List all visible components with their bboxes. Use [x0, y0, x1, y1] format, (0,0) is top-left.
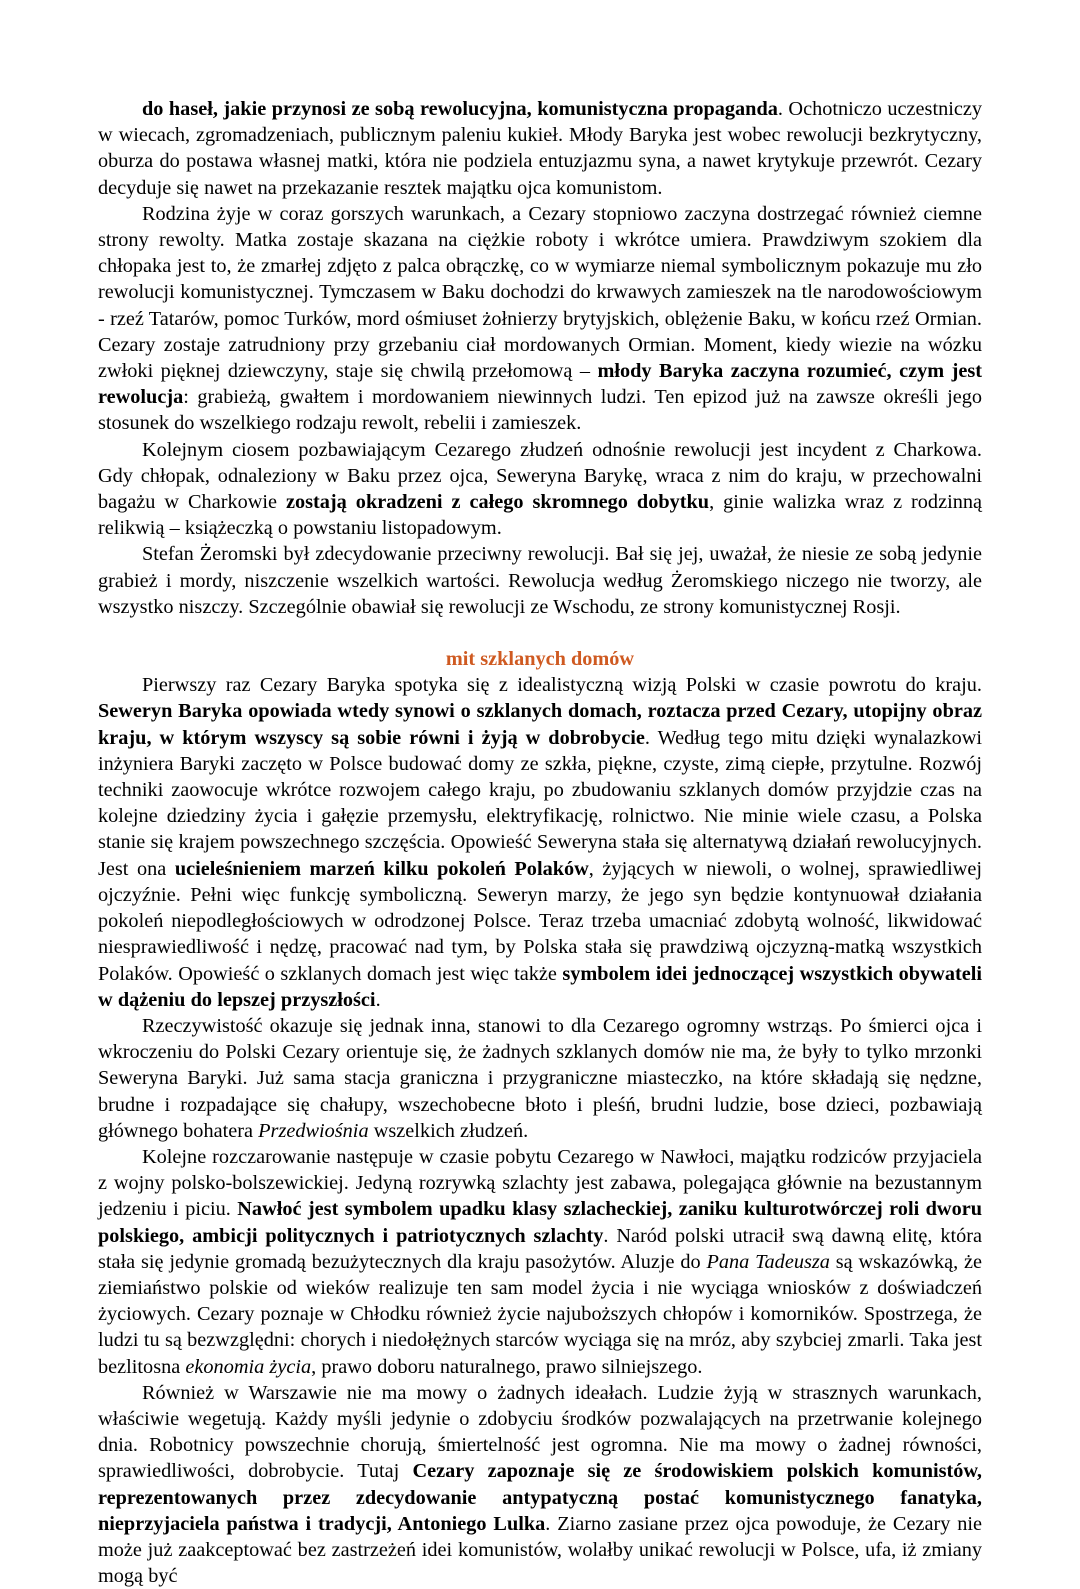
text-run: są wskazówką, że ziemiaństwo polskie od wieków realizuje ten sam model życia i nie wyciąga wniosków z doświadczeń życiowych. Cezary poznaje w Chłodku również życie najuboższych chłopów i komorników. Spostrzega, że ludzi tu są bezwzględni: chorych i niedołężnych starców wyciąga się na mróz, aby szybciej zmarli. Taka jest bezlitosna [98, 1250, 983, 1378]
paragraph [98, 1144, 982, 1380]
italic-title: ekonomia życia [185, 1355, 312, 1378]
bold-emphasis: zostają okradzeni z całego skromnego dobytku [286, 491, 710, 514]
paragraph [98, 1380, 982, 1589]
text-run: Pierwszy raz Cezary Baryka spotyka się z idealistyczną wizją Polski w czasie powrotu do kraju. [142, 674, 982, 697]
text-run: . Ochotniczo uczestniczy w wiecach, zgromadzeniach, publicznym paleniu kukieł. Młody Baryka jest wobec rewolucji bezkrytyczny, oburza do postawa własnej matki, która nie podziela entuzjazmu syna, a nawet krytykuje przewrót. Cezary decyduje się nawet na przekazanie resztek majątku ojca komunistom. [98, 98, 982, 199]
paragraph [98, 1013, 982, 1144]
text-run: Kolejne rozczarowanie następuje w czasie pobytu Cezarego w Nawłoci, majątku rodziców przyjaciela z wojny polsko-bolszewickiej. Jedyną rozrywką szlachty jest zabawa, polegająca głównie na bezustannym jedzeniu i piciu. [98, 1145, 982, 1221]
text-run: Rodzina żyje w coraz gorszych warunkach, a Cezary stopniowo zaczyna dostrzegać również ciemne strony rewolty. Matka zostaje skazana na ciężkie roboty i wkrótce umiera. Prawdziwym szokiem dla chłopaka jest to, że zmarłej zdjęto z palca obrączkę, co w wymiarze niemal symbolicznym pokazuje mu zło rewolucji komunistycznej. Tymczasem w Baku dochodzi do krwawych zamieszek na tle narodowościowym - rzeź Tatarów, pomoc Turków, mord ośmiuset żołnierzy brytyjskich, oblężenie Baku, w końcu rzeź Ormian. Cezary zostaje zatrudniony przy grzebaniu ciał mordowanych Ormian. Moment, kiedy wiezie na wózku zwłoki pięknej dziewczyny, staje się chwilą przełomową – [98, 202, 982, 383]
bold-emphasis: Seweryn Baryka opowiada wtedy synowi o szklanych domach, roztacza przed Cezary, utopijny obraz kraju, w którym wszyscy są sobie równi i żyją w dobrobycie [98, 700, 982, 749]
text-run: Kolejnym ciosem pozbawiającym Cezarego złudzeń odnośnie rewolucji jest incydent z Charkowa. Gdy chłopak, odnaleziony w Baku przez ojca, Seweryna Barykę, wraca z nim do kraju, w przechowalni bagażu w Charkowie [98, 438, 982, 514]
text-run: Również w Warszawie nie ma mowy o żadnych ideałach. Ludzie żyją w strasznych warunkach, właściwie wegetują. Każdy myśli jedynie o zdobyciu środków pozwalających na przetrwanie kolejnego dnia. Robotnicy powszechnie chorują, śmiertelność jest ogromna. Nie ma mowy o żadnej równości, sprawiedliwości, dobrobycie. Tutaj [98, 1381, 982, 1483]
text-run: : grabieżą, gwałtem i mordowaniem niewinnych ludzi. Ten epizod już na zawsze określi jego stosunek do wszelkiego rodzaju rewolt, rebelii i zamieszek. [98, 386, 982, 435]
paragraph [98, 96, 982, 201]
text-run: Stefan Żeromski był zdecydowanie przeciwny rewolucji. Bał się jej, uważał, że niesie ze sobą jedynie grabież i mordy, niszczenie wszelkich wartości. Rewolucja według Żeromskiego niczego nie tworzy, ale wszystko niszczy. Szczególnie obawiał się rewolucji ze Wschodu, ze strony komunistycznej Rosji. [98, 543, 982, 618]
paragraph [98, 672, 982, 1013]
text-run: , ginie walizka wraz z rodzinną relikwią – książeczką o powstaniu listopadowym. [98, 491, 982, 540]
bold-emphasis: symbolem idei jednoczącej wszystkich obywateli w dążeniu do lepszej przyszłości [98, 962, 982, 1011]
document-body [98, 96, 982, 1589]
text-run: . [375, 988, 381, 1011]
text-run: wszelkich złudzeń. [368, 1119, 529, 1142]
bold-emphasis: Nawłoć jest symbolem upadku klasy szlacheckiej, zaniku kulturotwórczej roli dworu polskiego, ambicji politycznych i patriotycznych szlachty [98, 1198, 982, 1247]
bold-emphasis: młody Baryka zaczyna rozumieć, czym jest rewolucja [98, 360, 982, 409]
paragraph [98, 201, 982, 437]
text-run: , żyjących w niewoli, o wolnej, sprawiedliwej ojczyźnie. Pełni więc funkcję symboliczną. Seweryn marzy, że jego syn będzie kontynuował działania pokoleń niepodległościowych w odrodzonej Polsce. Teraz trzeba umacniać zdobytą wolność, likwidować niesprawiedliwość i nędzę, pracować nad tym, by Polska stała się prawdziwą ojczyzną-matką wszystkich Polaków. Opowieść o szklanych domach jest więc także [98, 857, 982, 985]
text-run: , prawo doboru naturalnego, prawo silniejszego. [311, 1355, 703, 1378]
bold-emphasis: Cezary zapoznaje się ze środowiskiem polskich komunistów, reprezentowanych przez zdecydowanie antypatyczną postać komunistycznego fanatyka, nieprzyjaciela państwa i tradycji, Antoniego Lulka [98, 1460, 982, 1535]
text-run: Rzeczywistość okazuje się jednak inna, stanowi to dla Cezarego ogromny wstrząs. Po śmierci ojca i wkroczeniu do Polski Cezary orientuje się, że żadnych szklanych domów nie ma, że były to tylko mrzonki Seweryna Baryki. Już sama stacja graniczna i przygraniczne miasteczko, na które składają się nędzne, brudne i rozpadające się chałupy, wszechobecne błoto i pleśń, brudni ludzie, bose dzieci, pozbawiają głównego bohatera [98, 1014, 982, 1142]
text-run: . Ziarno zasiane przez ojca powoduje, że Cezary nie może już zaakceptować bez zastrzeżeń idei komunistów, wolałby unikać rewolucji w Polsce, ufa, iż zmiany mogą być [98, 1512, 982, 1588]
section-heading: mit szklanych domów [445, 648, 635, 671]
italic-title: Pana Tadeusza [706, 1250, 830, 1273]
italic-title: Przedwiośnia [258, 1119, 369, 1142]
paragraph [98, 541, 982, 620]
bold-emphasis: do haseł, jakie przynosi ze sobą rewolucyjna, komunistyczna propaganda [142, 98, 778, 120]
paragraph [98, 437, 982, 542]
bold-emphasis: ucieleśnieniem marzeń kilku pokoleń Polaków [174, 857, 589, 880]
text-run: . Według tego mitu dzięki wynalazkowi inżyniera Baryki zaczęto w Polsce budować domy ze szkła, piękne, czyste, zimą ciepłe, przytulne. Rozwój techniki zaowocuje wkrótce rozwojem całego kraju, po zbudowaniu szklanych domów przyjdzie czas na kolejne dziedziny życia i gałęzie przemysłu, elektryfikację, rolnictwo. Nie minie wiele czasu, a Polska stanie się krajem powszechnego szczęścia. Opowieść Seweryna stała się alternatywą działań rewolucyjnych. Jest ona [98, 726, 983, 880]
text-run: . Naród polski utracił swą dawną elitę, która stała się jedynie gromadą bezużytecznych dla kraju pasożytów. Aluzje do [98, 1224, 982, 1273]
